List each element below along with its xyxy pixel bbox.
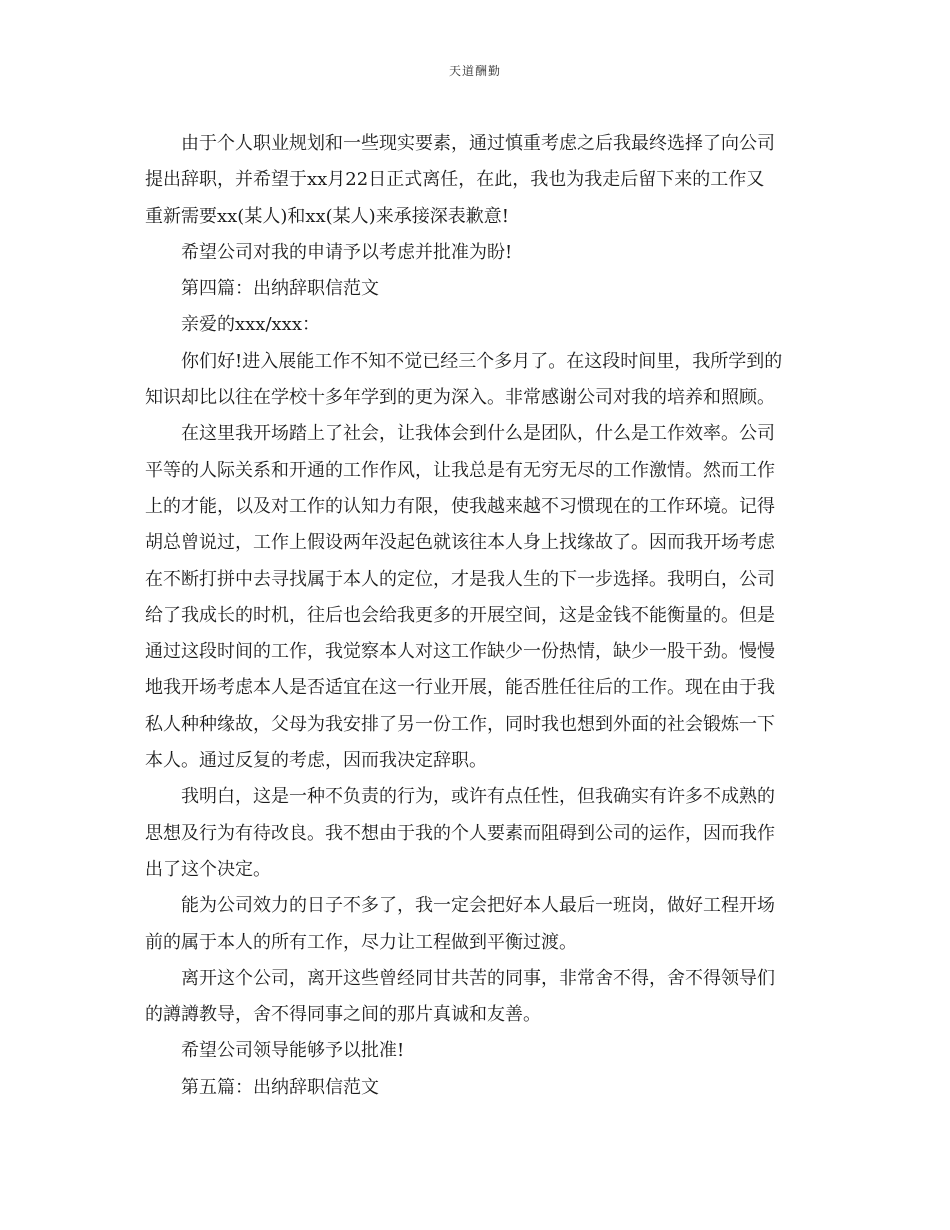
paragraph-request: 希望公司对我的申请予以考虑并批准为盼! — [181, 241, 513, 263]
paragraph-farewell: 离开这个公司，离开这些曾经同甘共苦的同事，非常舍不得，舍不得领导们 的譐譐教导，舍不得同事之间的那片真诚和友善。 — [145, 967, 775, 1026]
section-heading-4: 第四篇：出纳辞职信范文 — [181, 278, 379, 300]
paragraph-greeting: 你们好!进入展能工作不知不觉已经三个多月了。在这段时间里，我所学到的 知识却比以往在学校十多年学到的更为深入。非常感谢公司对我的培养和照顾。 — [145, 350, 783, 409]
paragraph-approval: 希望公司领导能够予以批准! — [181, 1040, 405, 1062]
paragraph-experience: 在这里我开场踏上了社会，让我体会到什么是团队，什么是工作效率。公司 平等的人际关系和开通的工作作风，让我总是有无穷无尽的工作激情。然而工作 上的才能，以及对工作的认知力有限，使我越来越不习惯现在的工作环境。记得 胡总曾说过，工作上假设两年没起色就该往本人身上找缘故了。因而我开场考虑 在不断打拼中去寻找属于本人的定位，才是我人生的下一步选择。我明白，公司 给了我成长的时机，往后也会给我更多的开展空间，这是金钱不能衡量的。但是 通过这段时间的工作，我觉察本人对这工作缺少一份热情，缺少一股干劲。慢慢 地我开场考虑本人是否适宜在这一行业开展，能否胜任往后的工作。现在由于我 私人种种缘故，父母为我安排了另一份工作，同时我也想到外面的社会锻炼一下 本人。通过反复的考虑，因而我决定辞职。 — [145, 423, 775, 772]
paragraph-apology: 我明白，这是一种不负责的行为，或许有点任性，但我确实有许多不成熟的 思想及行为有待改良。我不想由于我的个人要素而阻碍到公司的运作，因而我作 出了这个决定。 — [145, 786, 775, 880]
section-heading-5: 第五篇：出纳辞职信范文 — [181, 1076, 379, 1098]
paragraph-intro: 由于个人职业规划和一些现实要素，通过慎重考虑之后我最终选择了向公司 提出辞职，并希望于xx月22日正式离任，在此，我也为我走后留下来的工作又 重新需要xx(某人)和xx(某人)来承接深表歉意! — [145, 133, 775, 227]
salutation: 亲爱的xxx/xxx： — [181, 314, 320, 336]
page-header: 天道酬勤 — [448, 64, 501, 78]
paragraph-handover: 能为公司效力的日子不多了，我一定会把好本人最后一班岗，做好工程开场 前的属于本人的所有工作，尽力让工程做到平衡过渡。 — [145, 895, 775, 953]
document-body — [145, 126, 805, 1106]
